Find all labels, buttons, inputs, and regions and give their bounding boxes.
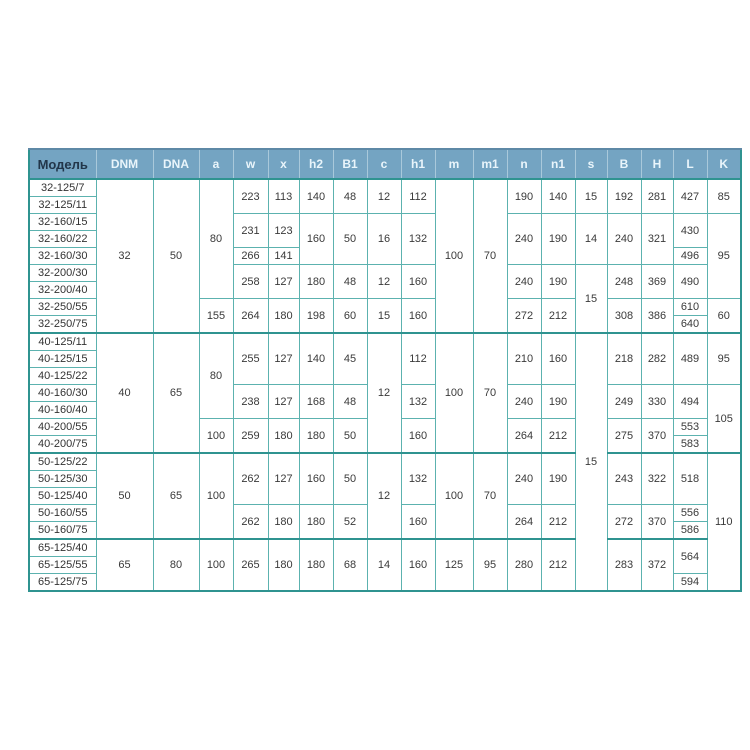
table-cell: 249 xyxy=(607,385,641,419)
column-header-m1: m1 xyxy=(473,149,507,179)
table-cell: 100 xyxy=(199,453,233,539)
model-cell: 32-250/55 xyxy=(29,299,96,316)
table-cell: 140 xyxy=(299,333,333,385)
table-cell: 12 xyxy=(367,265,401,299)
model-cell: 32-160/15 xyxy=(29,214,96,231)
table-cell: 272 xyxy=(507,299,541,334)
table-cell: 48 xyxy=(333,385,367,419)
table-row xyxy=(29,179,741,197)
table-cell: 14 xyxy=(575,214,607,265)
table-cell: 155 xyxy=(199,299,233,334)
table-cell: 125 xyxy=(435,539,473,591)
table-cell: 262 xyxy=(233,453,268,505)
table-cell: 210 xyxy=(507,333,541,385)
table-cell: 112 xyxy=(401,333,435,385)
table-cell: 283 xyxy=(607,539,641,591)
table-cell: 12 xyxy=(367,453,401,539)
table-cell: 14 xyxy=(367,539,401,591)
table-cell: 70 xyxy=(473,333,507,453)
table-cell: 127 xyxy=(268,385,299,419)
table-cell: 15 xyxy=(575,333,607,591)
table-cell: 65 xyxy=(153,453,199,539)
table-cell: 386 xyxy=(641,299,673,334)
table-cell: 52 xyxy=(333,505,367,540)
model-cell: 50-125/30 xyxy=(29,471,96,488)
table-cell: 40 xyxy=(96,333,153,453)
table-cell: 132 xyxy=(401,453,435,505)
table-cell: 212 xyxy=(541,299,575,334)
table-cell: 198 xyxy=(299,299,333,334)
table-body xyxy=(29,179,741,591)
column-header-k: K xyxy=(707,149,741,179)
table-cell: 50 xyxy=(333,214,367,265)
table-cell: 490 xyxy=(673,265,707,299)
table-cell: 50 xyxy=(153,179,199,333)
table-cell: 100 xyxy=(435,179,473,333)
table-cell: 48 xyxy=(333,265,367,299)
column-header-w: w xyxy=(233,149,268,179)
table-cell: 168 xyxy=(299,385,333,419)
table-cell: 60 xyxy=(333,299,367,334)
pump-dimensions-table xyxy=(28,148,742,592)
model-cell: 40-160/40 xyxy=(29,402,96,419)
table-cell: 160 xyxy=(401,265,435,299)
header-row xyxy=(29,149,741,179)
table-cell: 308 xyxy=(607,299,641,334)
table-cell: 322 xyxy=(641,453,673,505)
table-cell: 264 xyxy=(233,299,268,334)
model-cell: 40-125/22 xyxy=(29,368,96,385)
table-cell: 212 xyxy=(541,505,575,540)
table-cell: 272 xyxy=(607,505,641,540)
model-cell: 32-125/7 xyxy=(29,179,96,197)
table-cell: 100 xyxy=(435,333,473,453)
table-cell: 100 xyxy=(435,453,473,539)
table-row xyxy=(29,333,741,351)
table-cell: 556 xyxy=(673,505,707,522)
table-cell: 48 xyxy=(333,179,367,214)
table-cell: 240 xyxy=(507,385,541,419)
table-cell: 15 xyxy=(575,265,607,334)
table-cell: 160 xyxy=(401,299,435,334)
column-header-b: B xyxy=(607,149,641,179)
table-cell: 60 xyxy=(707,299,741,334)
model-cell: 40-125/15 xyxy=(29,351,96,368)
model-cell: 50-160/55 xyxy=(29,505,96,522)
table-cell: 141 xyxy=(268,248,299,265)
column-header-b1: B1 xyxy=(333,149,367,179)
table-cell: 95 xyxy=(473,539,507,591)
model-cell: 32-160/30 xyxy=(29,248,96,265)
table-cell: 238 xyxy=(233,385,268,419)
table-cell: 190 xyxy=(541,265,575,299)
table-cell: 564 xyxy=(673,539,707,574)
column-header-h2: h2 xyxy=(299,149,333,179)
table-cell: 180 xyxy=(299,419,333,454)
column-header-h: H xyxy=(641,149,673,179)
model-cell: 32-200/40 xyxy=(29,282,96,299)
model-cell: 40-160/30 xyxy=(29,385,96,402)
table-cell: 160 xyxy=(299,214,333,265)
table-cell: 50 xyxy=(96,453,153,539)
model-cell: 40-200/75 xyxy=(29,436,96,454)
table-cell: 190 xyxy=(507,179,541,214)
table-cell: 15 xyxy=(575,179,607,214)
table-cell: 127 xyxy=(268,453,299,505)
table-cell: 140 xyxy=(541,179,575,214)
table-cell: 586 xyxy=(673,522,707,540)
model-cell: 32-250/75 xyxy=(29,316,96,334)
table-cell: 180 xyxy=(299,265,333,299)
model-cell: 65-125/55 xyxy=(29,557,96,574)
table-cell: 248 xyxy=(607,265,641,299)
table-cell: 212 xyxy=(541,539,575,591)
table-cell: 258 xyxy=(233,265,268,299)
table-cell: 265 xyxy=(233,539,268,591)
table-cell: 95 xyxy=(707,333,741,385)
table-cell: 105 xyxy=(707,385,741,454)
column-header-n: n xyxy=(507,149,541,179)
table-cell: 496 xyxy=(673,248,707,265)
column-header-s: s xyxy=(575,149,607,179)
table-cell: 266 xyxy=(233,248,268,265)
table-cell: 180 xyxy=(268,299,299,334)
table-cell: 190 xyxy=(541,453,575,505)
table-cell: 160 xyxy=(401,419,435,454)
table-cell: 180 xyxy=(268,419,299,454)
table-cell: 85 xyxy=(707,179,741,214)
table-cell: 190 xyxy=(541,385,575,419)
table-cell: 240 xyxy=(607,214,641,265)
table-row xyxy=(29,539,741,557)
table-cell: 372 xyxy=(641,539,673,591)
table-cell: 180 xyxy=(268,505,299,540)
table-cell: 240 xyxy=(507,265,541,299)
table-cell: 12 xyxy=(367,179,401,214)
table-cell: 430 xyxy=(673,214,707,248)
table-cell: 282 xyxy=(641,333,673,385)
table-cell: 160 xyxy=(401,539,435,591)
table-cell: 127 xyxy=(268,333,299,385)
table-cell: 70 xyxy=(473,179,507,333)
table-cell: 113 xyxy=(268,179,299,214)
table-cell: 494 xyxy=(673,385,707,419)
table-cell: 16 xyxy=(367,214,401,265)
table-cell: 123 xyxy=(268,214,299,248)
table-cell: 243 xyxy=(607,453,641,505)
table-cell: 594 xyxy=(673,574,707,592)
table-cell: 180 xyxy=(299,539,333,591)
table-cell: 489 xyxy=(673,333,707,385)
table-cell: 110 xyxy=(707,453,741,591)
column-header-m: m xyxy=(435,149,473,179)
table-cell: 223 xyxy=(233,179,268,214)
table-cell: 264 xyxy=(507,419,541,454)
table-cell: 190 xyxy=(541,214,575,265)
table-cell: 369 xyxy=(641,265,673,299)
table-cell: 553 xyxy=(673,419,707,436)
table-cell: 65 xyxy=(96,539,153,591)
table-cell: 180 xyxy=(299,505,333,540)
table-cell: 140 xyxy=(299,179,333,214)
table-cell: 427 xyxy=(673,179,707,214)
table-cell: 370 xyxy=(641,419,673,454)
table-cell: 610 xyxy=(673,299,707,316)
table-cell: 127 xyxy=(268,265,299,299)
table-cell: 218 xyxy=(607,333,641,385)
table-cell: 330 xyxy=(641,385,673,419)
table-cell: 50 xyxy=(333,419,367,454)
table-row xyxy=(29,453,741,471)
column-header-n1: n1 xyxy=(541,149,575,179)
table-cell: 160 xyxy=(541,333,575,385)
column-header-model: Модель xyxy=(29,149,96,179)
table-cell: 12 xyxy=(367,333,401,453)
table-cell: 280 xyxy=(507,539,541,591)
table-cell: 583 xyxy=(673,436,707,454)
table-cell: 80 xyxy=(199,333,233,419)
table-cell: 65 xyxy=(153,333,199,453)
table-cell: 192 xyxy=(607,179,641,214)
table-cell: 259 xyxy=(233,419,268,454)
table-cell: 50 xyxy=(333,453,367,505)
column-header-l: L xyxy=(673,149,707,179)
table-cell: 640 xyxy=(673,316,707,334)
column-header-c: c xyxy=(367,149,401,179)
model-cell: 32-200/30 xyxy=(29,265,96,282)
table-cell: 180 xyxy=(268,539,299,591)
column-header-h1: h1 xyxy=(401,149,435,179)
column-header-a: a xyxy=(199,149,233,179)
table-cell: 160 xyxy=(299,453,333,505)
model-cell: 65-125/75 xyxy=(29,574,96,592)
table-cell: 100 xyxy=(199,419,233,454)
table-cell: 518 xyxy=(673,453,707,505)
model-cell: 50-125/40 xyxy=(29,488,96,505)
model-cell: 50-160/75 xyxy=(29,522,96,540)
table-cell: 68 xyxy=(333,539,367,591)
table-cell: 262 xyxy=(233,505,268,540)
table-cell: 132 xyxy=(401,214,435,265)
table-cell: 321 xyxy=(641,214,673,265)
table-cell: 264 xyxy=(507,505,541,540)
table-cell: 100 xyxy=(199,539,233,591)
table-cell: 95 xyxy=(707,214,741,299)
column-header-dnm: DNM xyxy=(96,149,153,179)
model-cell: 32-160/22 xyxy=(29,231,96,248)
table-cell: 45 xyxy=(333,333,367,385)
model-cell: 32-125/11 xyxy=(29,197,96,214)
table-cell: 112 xyxy=(401,179,435,214)
table-cell: 212 xyxy=(541,419,575,454)
pump-dimensions-table-wrap xyxy=(28,148,740,592)
model-cell: 40-125/11 xyxy=(29,333,96,351)
model-cell: 50-125/22 xyxy=(29,453,96,471)
table-cell: 231 xyxy=(233,214,268,248)
table-cell: 370 xyxy=(641,505,673,540)
table-cell: 160 xyxy=(401,505,435,540)
table-cell: 240 xyxy=(507,453,541,505)
table-cell: 281 xyxy=(641,179,673,214)
table-cell: 80 xyxy=(153,539,199,591)
table-cell: 80 xyxy=(199,179,233,299)
model-cell: 40-200/55 xyxy=(29,419,96,436)
table-cell: 275 xyxy=(607,419,641,454)
table-cell: 132 xyxy=(401,385,435,419)
table-cell: 240 xyxy=(507,214,541,265)
model-cell: 65-125/40 xyxy=(29,539,96,557)
column-header-dna: DNA xyxy=(153,149,199,179)
table-cell: 70 xyxy=(473,453,507,539)
table-cell: 32 xyxy=(96,179,153,333)
column-header-x: x xyxy=(268,149,299,179)
table-cell: 255 xyxy=(233,333,268,385)
table-cell: 15 xyxy=(367,299,401,334)
